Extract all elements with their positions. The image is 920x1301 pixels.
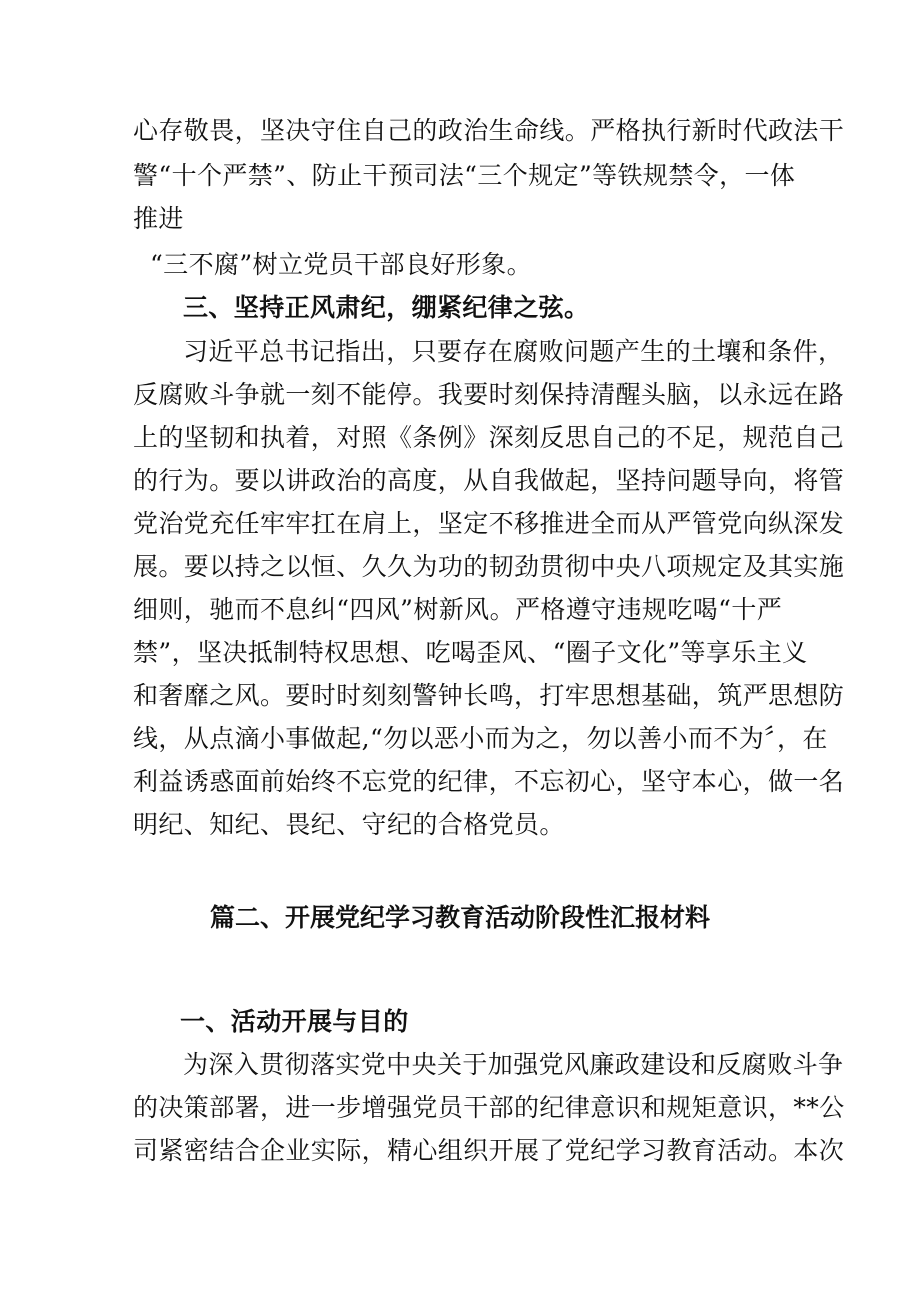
paragraph-line: 禁”，坚决抵制特权思想、吃喝歪风、“圈子文化”等享乐主义 bbox=[133, 638, 808, 667]
paragraph-line: 明纪、知纪、畏纪、守纪的合格党员。 bbox=[133, 810, 565, 839]
paragraph-line: 的行为。要以讲政治的高度，从自我做起，坚持问题导向，将管 bbox=[133, 466, 845, 495]
section-heading: 一、活动开展与目的 bbox=[180, 1007, 409, 1036]
paragraph-line: 习近平总书记指出，只要存在腐败问题产生的土壤和条件， bbox=[183, 337, 844, 366]
paragraph-line: 司紧密结合企业实际，精心组织开展了党纪学习教育活动。本次 bbox=[133, 1136, 845, 1165]
article-title: 篇二、开展党纪学习教育活动阶段性汇报材料 bbox=[209, 903, 710, 932]
paragraph-line: 展。要以持之以恒、久久为功的韧劲贯彻中央八项规定及其实施 bbox=[133, 552, 845, 581]
paragraph-line: 上的坚韧和执着，对照《条例》深刻反思自己的不足，规范自己 bbox=[133, 423, 845, 452]
paragraph-line: “三不腐”树立党员干部良好形象。 bbox=[150, 250, 532, 279]
section-heading: 三、坚持正风肃纪，绷紧纪律之弦。 bbox=[183, 293, 590, 322]
paragraph-line: 的决策部署，进一步增强党员干部的纪律意识和规矩意识，**公 bbox=[133, 1093, 845, 1122]
paragraph-line: 反腐败斗争就一刻不能停。我要时刻保持清醒头脑，以永远在路 bbox=[133, 380, 845, 409]
paragraph-line: 党治党充任牢牢扛在肩上，坚定不移推进全而从严管党向纵深发 bbox=[133, 509, 845, 538]
paragraph-line: 心存敬畏，坚决守住自己的政治生命线。严格执行新时代政法干 bbox=[133, 116, 845, 145]
paragraph-line: 和奢靡之风。要时时刻刻警钟长鸣，打牢思想基础，筑严思想防 bbox=[133, 681, 845, 710]
paragraph-line: 线，从点滴小事做起,“勿以恶小而为之，勿以善小而不为〞，在 bbox=[133, 724, 828, 753]
paragraph-line: 警“十个严禁”、防止干预司法“三个规定”等铁规禁令，一体 bbox=[133, 161, 796, 190]
paragraph-line: 推进 bbox=[133, 204, 184, 233]
paragraph-line: 利益诱惑面前始终不忘党的纪律，不忘初心，坚守本心，做一名 bbox=[133, 767, 845, 796]
paragraph-line: 为深入贯彻落实党中央关于加强党风廉政建设和反腐败斗争 bbox=[183, 1050, 844, 1079]
paragraph-line: 细则，驰而不息纠“四风”树新风。严格遵守违规吃喝“十严 bbox=[133, 595, 783, 624]
